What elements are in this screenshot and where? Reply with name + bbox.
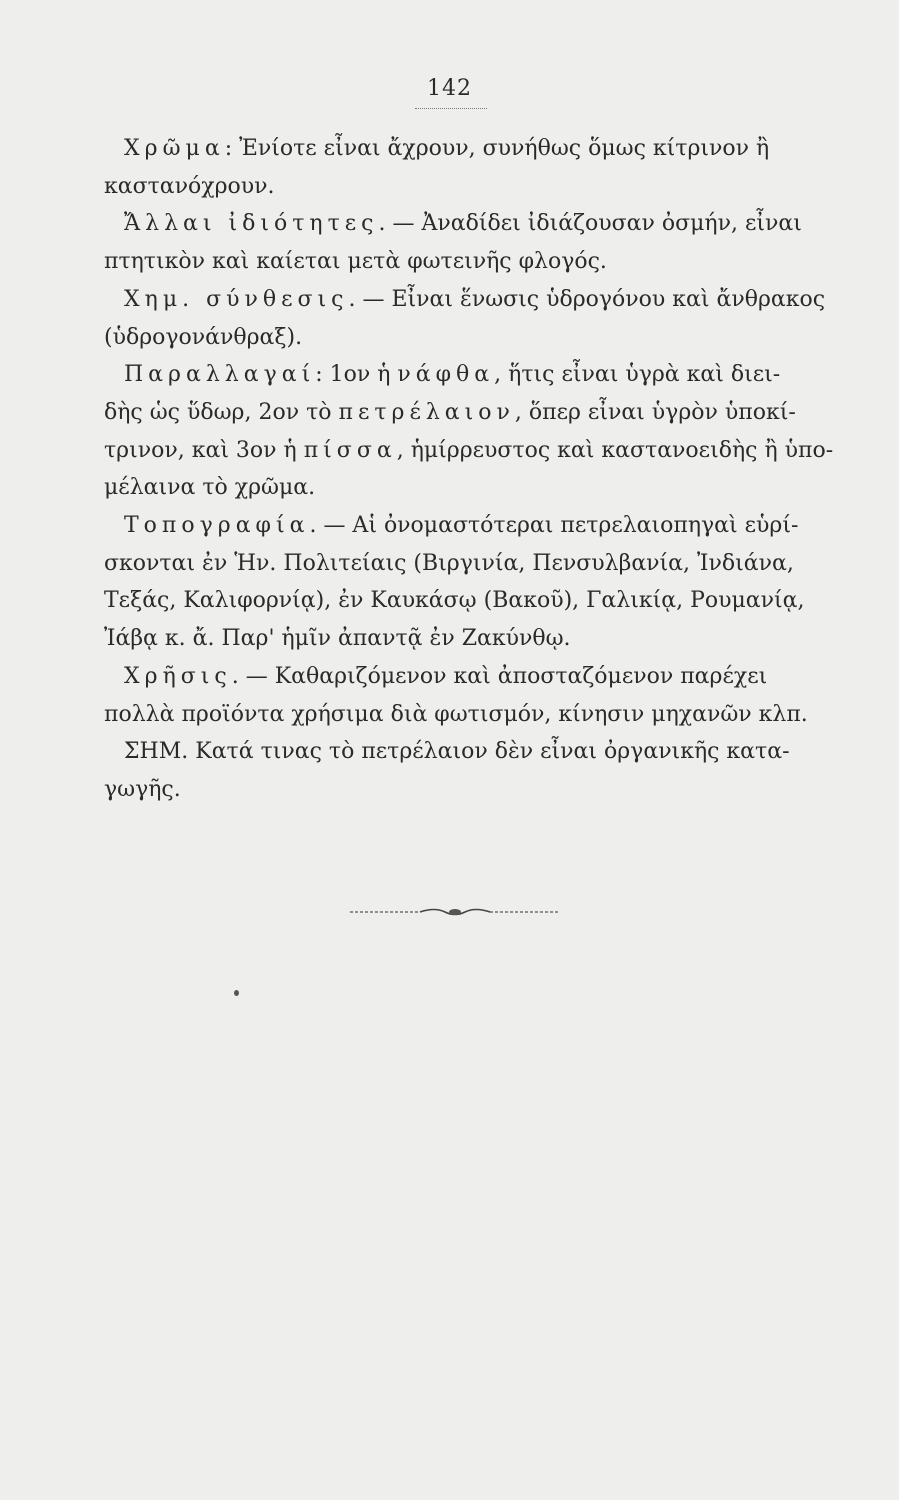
paragraph bbox=[104, 356, 834, 507]
ornament-divider-icon bbox=[350, 905, 560, 919]
text-segment: Ἰάβᾳ κ. ἄ. Παρ' ἡμῖν ἀπαντᾷ ἐν Ζακύνθῳ. bbox=[104, 626, 571, 652]
spaced-heading: Χρῶμα bbox=[124, 136, 225, 161]
text-segment: πτητικὸν καὶ καίεται μετὰ φωτεινῆς φλογός. bbox=[104, 249, 607, 275]
text-segment: σκονται ἐν Ἡν. Πολιτείαις (Βιργινία, Πενσυλβανία, Ἰνδιάνα, bbox=[104, 550, 794, 576]
text-segment: : 1ον ἡ bbox=[315, 362, 398, 388]
text-line bbox=[104, 205, 834, 243]
text-line bbox=[84, 582, 834, 620]
spaced-heading: πετρέλαιον bbox=[338, 399, 515, 425]
spaced-heading: πίσσα bbox=[303, 437, 397, 463]
text-segment: Τεξάς, Καλιφορνίᾳ), ἐν Καυκάσῳ (Βακοῦ), Γαλικίᾳ, Ρουμανίᾳ, bbox=[104, 588, 805, 614]
text-segment: . — Εἶναι ἕνωσις ὑδρογόνου καὶ ἄνθρακος bbox=[348, 286, 826, 312]
text-line bbox=[84, 243, 834, 281]
page-number-rule bbox=[415, 108, 487, 109]
text-line bbox=[84, 319, 834, 357]
text-line bbox=[84, 545, 834, 583]
body-text bbox=[104, 130, 834, 809]
page-number: 142 bbox=[427, 76, 472, 101]
print-speck bbox=[234, 990, 239, 996]
text-segment: μέλαινα τὸ χρῶμα. bbox=[104, 475, 316, 501]
text-line bbox=[104, 658, 834, 696]
text-line bbox=[84, 432, 834, 470]
text-line bbox=[84, 168, 834, 206]
paragraph bbox=[104, 205, 834, 280]
text-line bbox=[104, 130, 834, 168]
text-line bbox=[104, 507, 834, 545]
spaced-heading: Ἄλλαι ἰδιότητες bbox=[124, 211, 379, 237]
spaced-heading: Τοπογραφία bbox=[124, 513, 310, 539]
paragraph bbox=[104, 733, 834, 808]
text-segment: πολλὰ προϊόντα χρήσιμα διὰ φωτισμόν, κίνησιν μηχανῶν κλπ. bbox=[104, 701, 808, 727]
text-line bbox=[84, 696, 834, 734]
text-segment: , ἥτις εἶναι ὑγρὰ καὶ διει- bbox=[494, 362, 781, 388]
text-segment: . — Καθαριζόμενον καὶ ἀποσταζόμενον παρέχει bbox=[231, 663, 768, 689]
text-segment: . — Ἀναδίδει ἰδιάζουσαν ὀσμήν, εἶναι bbox=[378, 211, 802, 237]
text-segment: τρινον, καὶ 3ον ἡ bbox=[104, 437, 304, 463]
spaced-heading: Χημ. σύνθεσις bbox=[124, 286, 349, 312]
text-line bbox=[84, 620, 834, 658]
spaced-heading: Χρῆσις bbox=[124, 663, 232, 689]
text-segment: , ὅπερ εἶναι ὑγρὸν ὑποκί- bbox=[514, 399, 796, 425]
text-line bbox=[84, 394, 834, 432]
text-line bbox=[84, 771, 834, 809]
spaced-heading: νάφθα bbox=[397, 362, 495, 388]
text-segment: ΣΗΜ. Κατά τινας τὸ πετρέλαιον δὲν εἶναι ὀργανικῆς κατα- bbox=[124, 739, 790, 765]
text-line bbox=[104, 281, 834, 319]
text-line bbox=[84, 469, 834, 507]
text-line bbox=[104, 356, 834, 394]
text-segment: : Ἐνίοτε εἶναι ἄχρουν, συνήθως ὅμως κίτρινον ἢ bbox=[224, 136, 770, 161]
text-segment: γωγῆς. bbox=[104, 776, 181, 802]
text-segment: . — Αἱ ὀνομαστότεραι πετρελαιοπηγαὶ εὑρί- bbox=[309, 513, 799, 539]
text-line bbox=[104, 733, 834, 771]
paragraph bbox=[104, 658, 834, 733]
text-segment: (ὑδρογονάνθραξ). bbox=[104, 324, 303, 350]
paragraph bbox=[104, 281, 834, 356]
paragraph bbox=[104, 130, 834, 205]
text-segment: καστανόχρουν. bbox=[104, 173, 275, 199]
spaced-heading: Παραλλαγαί bbox=[124, 362, 316, 388]
paragraph bbox=[104, 507, 834, 658]
text-segment: , ἡμίρρευστος καὶ καστανοειδὴς ἢ ὑπο- bbox=[396, 437, 834, 463]
text-segment: δὴς ὡς ὕδωρ, 2ον τὸ bbox=[104, 399, 339, 425]
